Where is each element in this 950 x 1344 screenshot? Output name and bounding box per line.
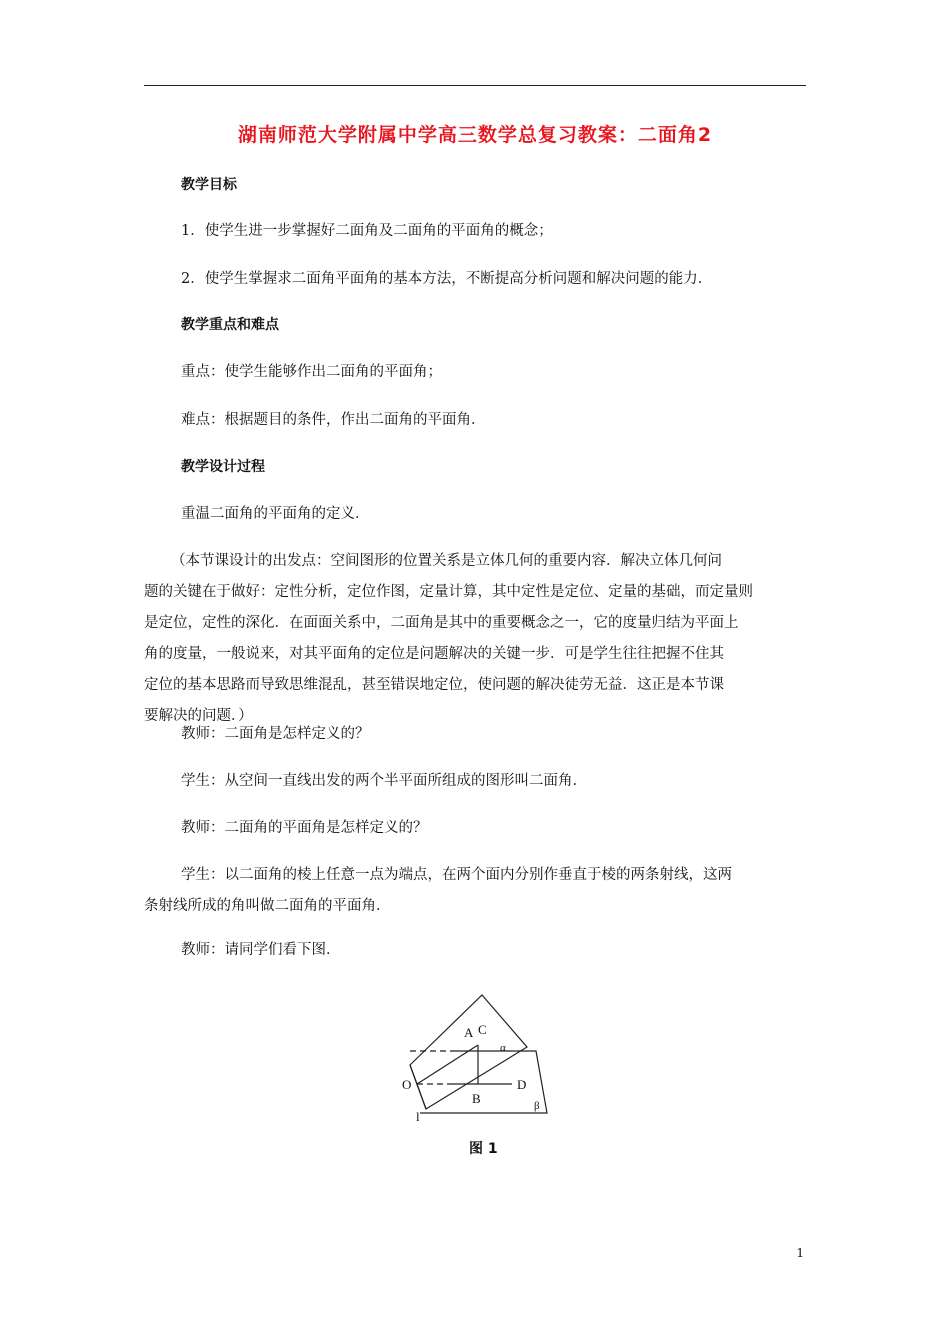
ray-oa bbox=[417, 1045, 478, 1084]
answer-line: 条射线所成的角叫做二面角的平面角． bbox=[144, 898, 391, 914]
note-line: 题的关键在于做好：定性分析，定位作图，定量计算，其中定性是定位、定量的基础，而定量则 bbox=[144, 584, 753, 600]
dihedral-angle-figure bbox=[390, 985, 560, 1125]
heading-design: 教学设计过程 bbox=[181, 459, 265, 475]
note-line: （本节课设计的出发点：空间图形的位置关系是立体几何的重要内容．解决立体几何问 bbox=[171, 553, 722, 569]
document-title: 湖南师范大学附属中学高三数学总复习教案：二面角2 bbox=[237, 124, 713, 146]
label-l: l bbox=[416, 1109, 420, 1124]
student-answer-2 bbox=[144, 860, 824, 922]
teacher-question-1: 教师：二面角是怎样定义的？ bbox=[181, 726, 370, 742]
goal-1: 1．使学生进一步掌握好二面角及二面角的平面角的概念； bbox=[181, 223, 553, 239]
label-a: A bbox=[464, 1025, 474, 1040]
page-number: 1 bbox=[796, 1246, 804, 1260]
note-line: 角的度量，一般说来，对其平面角的定位是问题解决的关键一步．可是学生往往把握不住其 bbox=[144, 646, 724, 662]
heading-key-points: 教学重点和难点 bbox=[181, 317, 279, 333]
answer-line: 学生：以二面角的棱上任意一点为端点，在两个面内分别作垂直于棱的两条射线，这两 bbox=[181, 867, 732, 883]
label-d: D bbox=[517, 1077, 527, 1092]
note-line: 定位的基本思路而导致思维混乱，甚至错误地定位，使问题的解决徒劳无益．这正是本节课 bbox=[144, 677, 724, 693]
header-rule bbox=[144, 85, 806, 86]
label-c: C bbox=[478, 1022, 487, 1037]
label-o: O bbox=[402, 1077, 412, 1092]
edge-line-l bbox=[410, 1065, 426, 1109]
label-alpha: α bbox=[500, 1042, 506, 1054]
plane-beta bbox=[420, 1051, 547, 1113]
note-line: 是定位，定性的深化．在面面关系中，二面角是其中的重要概念之一，它的度量归结为平面上 bbox=[144, 615, 739, 631]
label-b: B bbox=[472, 1091, 481, 1106]
teacher-question-2: 教师：二面角的平面角是怎样定义的？ bbox=[181, 820, 428, 836]
design-note bbox=[144, 546, 824, 732]
label-beta: β bbox=[534, 1100, 540, 1112]
student-answer-1: 学生：从空间一直线出发的两个半平面所组成的图形叫二面角． bbox=[181, 773, 587, 789]
figure-caption: 图 1 bbox=[469, 1141, 498, 1157]
goal-2: 2．使学生掌握求二面角平面角的基本方法，不断提高分析问题和解决问题的能力． bbox=[181, 271, 713, 287]
teacher-question-3: 教师：请同学们看下图． bbox=[181, 942, 341, 958]
note-line: 要解决的问题．） bbox=[144, 708, 253, 724]
plane-alpha bbox=[410, 995, 527, 1109]
review-text: 重温二面角的平面角的定义． bbox=[181, 506, 370, 522]
heading-goals: 教学目标 bbox=[181, 177, 237, 193]
key-point: 重点：使学生能够作出二面角的平面角； bbox=[181, 364, 442, 380]
difficulty: 难点：根据题目的条件，作出二面角的平面角． bbox=[181, 412, 486, 428]
